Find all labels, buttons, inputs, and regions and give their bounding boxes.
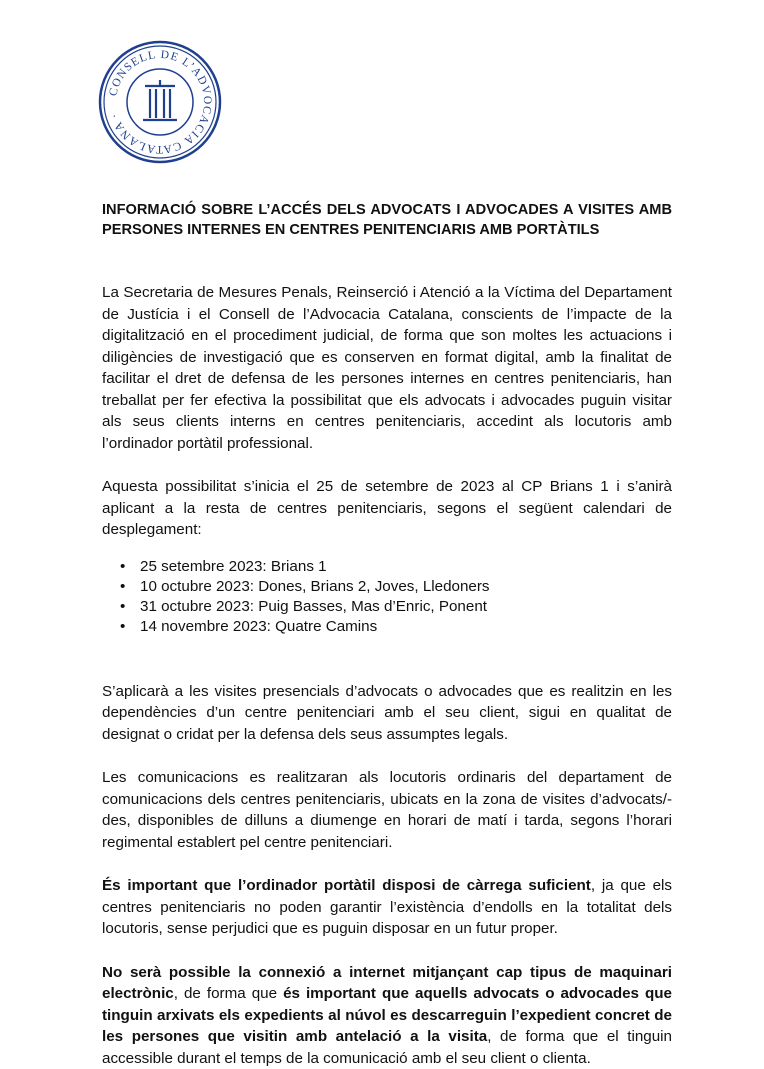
paragraph-start-date: Aquesta possibilitat s’inicia el 25 de setembre de 2023 al CP Brians 1 i s’anirà aplicant a la resta de centres penitenciaris, segons el següent calendari de desplegament: xyxy=(102,476,672,541)
deployment-schedule-list xyxy=(102,557,672,637)
logo-seal xyxy=(98,40,222,164)
paragraph-intro: La Secretaria de Mesures Penals, Reinserció i Atenció a la Víctima del Departament de Justícia i el Consell de l’Advocacia Catalana, conscients de l’impacte de la digitalització en el procediment judicial, de forma que son moltes les actuacions i diligències de investigació que es conserven en format digital, amb la finalitat de facilitar el dret de defensa de les persones internes en centres penitenciaris, han treballat per fer efectiva la possibilitat que els advocats i advocades puguin visitar als seus clients interns en centres penitenciaris, accedint als locutoris amb l’ordinador portàtil professional. xyxy=(102,282,672,454)
paragraph-scope: S’aplicarà a les visites presencials d’advocats o advocades que es realitzin en les dependències d’un centre penitenciari amb el seu client, sigui en qualitat de designat o cridat per la defensa dels seus assumptes legals. xyxy=(102,681,672,746)
scales-emblem-icon xyxy=(143,80,177,120)
download-warning-bold: és important que aquells advocats o advocades que tinguin arxivats els expedients al núvol es descarreguin l’expedient concret de les persones que visitin amb antelació a la visita xyxy=(102,985,672,1045)
list-item: • 10 octubre 2023: Dones, Brians 2, Joves, Lledoners xyxy=(102,577,672,597)
bullet-icon: • xyxy=(120,597,125,617)
internet-warning-bold: No serà possible la connexió a internet mitjançant cap tipus de maquinari electrònic xyxy=(102,964,672,1003)
document-title: INFORMACIÓ SOBRE L’ACCÉS DELS ADVOCATS I ADVOCADES A VISITES AMB PERSONES INTERNES EN CENTRES PENITENCIARIS AMB PORTÀTILS xyxy=(102,200,672,240)
list-item: • 25 setembre 2023: Brians 1 xyxy=(102,557,672,577)
list-item: • 31 octubre 2023: Puig Basses, Mas d’Enric, Ponent xyxy=(102,597,672,617)
document-body xyxy=(102,200,672,1069)
bullet-icon: • xyxy=(120,577,125,597)
bullet-icon: • xyxy=(120,617,125,637)
bullet-icon: • xyxy=(120,557,125,577)
battery-warning-bold: És important que l’ordinador portàtil disposi de càrrega suficient xyxy=(102,877,591,894)
list-item: • 14 novembre 2023: Quatre Camins xyxy=(102,617,672,637)
paragraph-battery: És important que l’ordinador portàtil disposi de càrrega suficient, ja que els centres penitenciaris no poden garantir l’existència d’endolls en la totalitat dels locutoris, sense perjudici que es puguin disposar en un futur proper. xyxy=(102,875,672,940)
paragraph-locutoris: Les comunicacions es realitzaran als locutoris ordinaris del departament de comunicacions dels centres penitenciaris, ubicats en la zona de visites d’advocats/-des, disponibles de dilluns a diumenge en horari de matí i tarda, segons l’horari regimental establert pel centre penitenciari. xyxy=(102,767,672,853)
logo-seal-text: CONSELL DE L’ADVOCACIA CATALANA · xyxy=(107,49,213,155)
paragraph-internet: No serà possible la connexió a internet mitjançant cap tipus de maquinari electrònic, de forma que és important que aquells advocats o advocades que tinguin arxivats els expedients al núvol es descarreguin l’expedient concret de les persones que visitin amb antelació a la visita, de forma que el tinguin accessible durant el temps de la comunicació amb el seu client o clienta. xyxy=(102,962,672,1069)
logo-consell-advocacia xyxy=(98,40,222,164)
